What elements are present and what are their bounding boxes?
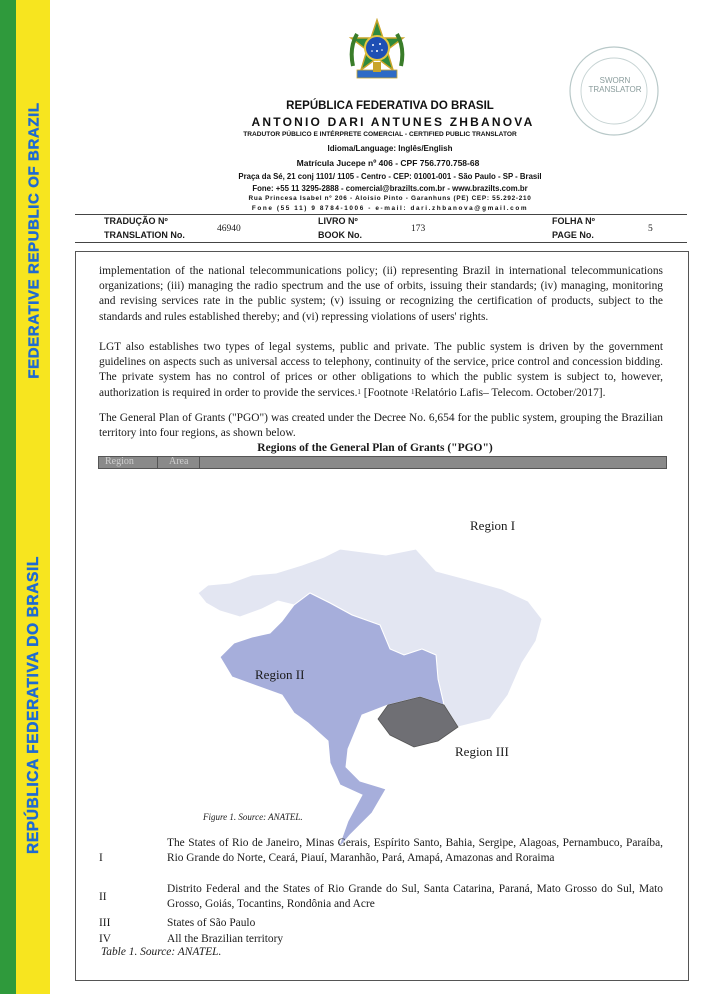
address-line-1: Praça da Sé, 21 conj 1101/ 1105 - Centro - CEP: 01001-001 - São Paulo - SP - Brasil <box>238 172 542 181</box>
phone-line-2: Fone (55 11) 9 8784-1006 - e-mail: dari.zhbanova@gmail.com <box>251 205 529 212</box>
reference-bar <box>75 214 687 243</box>
map-label-region-1: Region I <box>470 518 516 533</box>
table-cell-area: The States of Rio de Janeiro, Minas Gerais, Espírito Santo, Bahia, Sergipe, Alagoas, Pernambuco, Paraíba, Rio Grande do Norte, Ceará, Piauí, Maranhão, Pará, Amapá, Amazonas and Roraima <box>167 837 663 864</box>
table-cell-area: All the Brazilian territory <box>167 933 284 945</box>
table-header-bar <box>98 456 667 469</box>
table-cell-region: III <box>99 917 111 929</box>
republic-heading: REPÚBLICA FEDERATIVA DO BRASIL <box>286 100 494 112</box>
translator-name: ANTONIO DARI ANTUNES ZHBANOVA <box>251 115 535 129</box>
registration-line: Matrícula Jucepe nº 406 - CPF 756.770.758-68 <box>296 158 480 168</box>
seal-text: SWORN TRANSLATOR <box>588 76 642 94</box>
book-label-en: BOOK No. <box>318 230 362 240</box>
table-cell-area: States of São Paulo <box>167 917 256 929</box>
green-stripe <box>0 0 16 994</box>
header-region: Region <box>105 456 134 467</box>
book-number: 173 <box>411 224 426 234</box>
book-label-pt: LIVRO Nº <box>318 216 358 226</box>
map-label-region-3: Region III <box>455 744 509 759</box>
table-cell-area: Distrito Federal and the States of Rio Grande do Sul, Santa Catarina, Paraná, Mato Grosso do Sul, Mato Grosso, Goiás, Tocantins, Rondônia and Acre <box>167 883 663 910</box>
language-line: Idioma/Language: Inglês/English <box>327 144 453 153</box>
side-text-upper: FEDERATIVE REPUBLIC OF BRAZIL <box>25 101 43 379</box>
page-label-pt: FOLHA Nº <box>552 216 595 226</box>
translation-label-pt: TRADUÇÃO Nº <box>104 216 168 226</box>
footnote-marker: 1 <box>357 387 361 396</box>
coat-of-arms-icon <box>343 18 411 86</box>
phone-line-1: Fone: +55 11 3295-2888 - comercial@brazilts.com.br - www.brazilts.com.br <box>252 184 528 193</box>
address-line-2: Rua Princesa Isabel nº 206 - Aloisio Pinto - Garanhuns (PE) CEP: 55.292-210 <box>248 195 532 202</box>
translation-label-en: TRANSLATION No. <box>104 230 185 240</box>
brazil-regions-map <box>190 545 560 855</box>
page-number: 5 <box>648 224 653 234</box>
page-label-en: PAGE No. <box>552 230 594 240</box>
side-text-lower: REPÚBLICA FEDERATIVA DO BRASIL <box>25 556 42 854</box>
header-area: Area <box>169 456 189 467</box>
table-cell-region: II <box>99 891 107 903</box>
map-label-region-2: Region II <box>255 667 305 682</box>
table-caption: Table 1. Source: ANATEL. <box>101 946 222 958</box>
paragraph-3: The General Plan of Grants ("PGO") was created under the Decree No. 6,654 for the public system, grouping the Brazilian territory into four regions, as shown below. <box>99 412 663 440</box>
table-cell-region: I <box>99 852 103 864</box>
translator-credential: TRADUTOR PÚBLICO E INTÉRPRETE COMERCIAL - CERTIFIED PUBLIC TRANSLATOR <box>243 131 517 138</box>
figure-title: Regions of the General Plan of Grants ("PGO") <box>257 442 493 454</box>
paragraph-1: implementation of the national telecommunications policy; (ii) representing Brazil in international telecommunications organizations; (iii) managing the radio spectrum and the use of orbits, issuing their standards; (iv) managing, monitoring and revising services rate in the public system; (v) issuing or recognizing the certification of products, subject to the standards and rules established thereby; and (vi) repressing violations of users' rights. <box>99 265 663 323</box>
table-cell-region: IV <box>99 933 112 945</box>
translation-number: 46940 <box>217 224 241 234</box>
figure-caption: Figure 1. Source: ANATEL. <box>203 812 303 822</box>
paragraph-2: LGT also establishes two types of legal systems, public and private. The public system is driven by the government guidelines on aspects such as universal access to telephony, continuity of the service, price control and concession bidding. The private system has no control of prices or other obligations to which the public system is subject to, however, authorization is required in order to provide the services.$^1$ [Footnote $^1$Relatório Lafis– Telecom. October/2017]. <box>99 341 663 399</box>
